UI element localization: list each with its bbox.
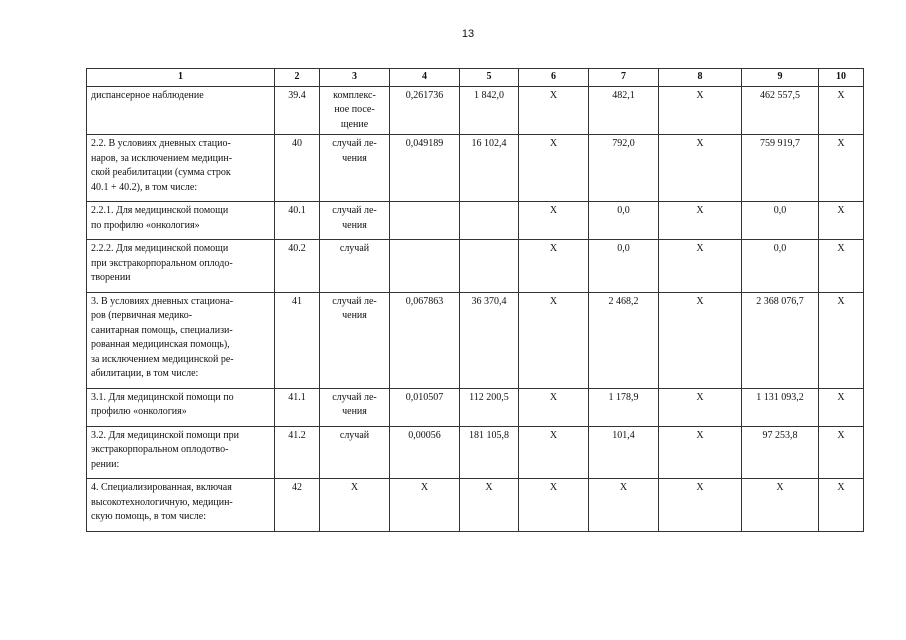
data-table (86, 68, 864, 532)
table-cell-col-9: 97 253,8 (742, 426, 819, 479)
table-cell-col-4: 0,010507 (390, 388, 460, 426)
table-cell-col-2: 39.4 (275, 86, 320, 135)
row-label: 4. Специализированная, включая высокотехнологичную, медицин- скую помощь, в том числе: (87, 479, 275, 532)
table-cell-col-9: 759 919,7 (742, 135, 819, 202)
table-cell-col-8: Х (659, 292, 742, 388)
table-cell-col-3: Х (320, 479, 390, 532)
table-row (87, 426, 864, 479)
table-cell-col-6: Х (519, 479, 589, 532)
table-cell-col-4: 0,261736 (390, 86, 460, 135)
table-cell-col-10: Х (819, 292, 864, 388)
column-header-9: 9 (742, 69, 819, 87)
table-cell-col-6: Х (519, 240, 589, 293)
table-cell-col-5: Х (460, 479, 519, 532)
table-cell-col-2: 42 (275, 479, 320, 532)
table-cell-col-9: 2 368 076,7 (742, 292, 819, 388)
column-header-8: 8 (659, 69, 742, 87)
table-cell-col-7: 792,0 (589, 135, 659, 202)
table-row (87, 292, 864, 388)
table-cell-col-10: Х (819, 388, 864, 426)
table-cell-col-10: Х (819, 240, 864, 293)
table-cell-col-6: Х (519, 135, 589, 202)
table-cell-col-7: Х (589, 479, 659, 532)
table-cell-col-2: 41 (275, 292, 320, 388)
table-cell-col-5: 16 102,4 (460, 135, 519, 202)
table-cell-col-4: 0,049189 (390, 135, 460, 202)
table-cell-col-8: Х (659, 426, 742, 479)
table-row (87, 479, 864, 532)
table-cell-col-5: 112 200,5 (460, 388, 519, 426)
table-cell-col-10: Х (819, 202, 864, 240)
table-cell-col-3: случай (320, 240, 390, 293)
table-cell-col-3: случай ле- чения (320, 388, 390, 426)
table-cell-col-10: Х (819, 86, 864, 135)
column-header-3: 3 (320, 69, 390, 87)
table-cell-col-7: 0,0 (589, 202, 659, 240)
header-row (87, 69, 864, 87)
table-cell-col-2: 40 (275, 135, 320, 202)
table-cell-col-6: Х (519, 86, 589, 135)
table-cell-col-7: 0,0 (589, 240, 659, 293)
table-cell-col-5: 181 105,8 (460, 426, 519, 479)
table-cell-col-2: 41.1 (275, 388, 320, 426)
table-header (87, 69, 864, 87)
table-cell-col-2: 40.2 (275, 240, 320, 293)
table-cell-col-2: 40.1 (275, 202, 320, 240)
table-cell-col-3: случай ле- чения (320, 292, 390, 388)
row-label: 3.1. Для медицинской помощи по профилю «онкология» (87, 388, 275, 426)
column-header-10: 10 (819, 69, 864, 87)
column-header-1: 1 (87, 69, 275, 87)
table-row (87, 202, 864, 240)
row-label: 2.2.2. Для медицинской помощи при экстракорпоральном оплодо- творении (87, 240, 275, 293)
table-cell-col-5: 36 370,4 (460, 292, 519, 388)
table-row (87, 86, 864, 135)
table-cell-col-9: 0,0 (742, 202, 819, 240)
row-label: 2.2. В условиях дневных стацио- наров, за исключением медицин- ской реабилитации (сумма строк 40.1 + 40.2), в том числе: (87, 135, 275, 202)
table-cell-col-10: Х (819, 426, 864, 479)
table-cell-col-6: Х (519, 292, 589, 388)
table-row (87, 135, 864, 202)
column-header-2: 2 (275, 69, 320, 87)
table-row (87, 240, 864, 293)
table-cell-col-9: 1 131 093,2 (742, 388, 819, 426)
table-cell-col-8: Х (659, 86, 742, 135)
row-label: 2.2.1. Для медицинской помощи по профилю «онкология» (87, 202, 275, 240)
table-cell-col-8: Х (659, 240, 742, 293)
table-cell-col-7: 482,1 (589, 86, 659, 135)
table-cell-col-8: Х (659, 202, 742, 240)
table-cell-col-5: 1 842,0 (460, 86, 519, 135)
table-cell-col-3: комплекс- ное посе- щение (320, 86, 390, 135)
table-cell-col-5 (460, 240, 519, 293)
table-cell-col-6: Х (519, 426, 589, 479)
table-cell-col-9: Х (742, 479, 819, 532)
table-body (87, 86, 864, 531)
table-cell-col-7: 2 468,2 (589, 292, 659, 388)
table-row (87, 388, 864, 426)
column-header-4: 4 (390, 69, 460, 87)
table-cell-col-2: 41.2 (275, 426, 320, 479)
table-cell-col-10: Х (819, 135, 864, 202)
table-cell-col-8: Х (659, 135, 742, 202)
row-label: 3. В условиях дневных стациона- ров (первичная медико- санитарная помощь, специализи- рованная медицинская помощь), за исключением медицинской ре- абилитации, в том числе: (87, 292, 275, 388)
table-cell-col-4 (390, 202, 460, 240)
table-cell-col-8: Х (659, 388, 742, 426)
table-cell-col-4: 0,00056 (390, 426, 460, 479)
table-cell-col-9: 462 557,5 (742, 86, 819, 135)
table-cell-col-4 (390, 240, 460, 293)
table-cell-col-7: 101,4 (589, 426, 659, 479)
column-header-7: 7 (589, 69, 659, 87)
table-cell-col-8: Х (659, 479, 742, 532)
table-cell-col-9: 0,0 (742, 240, 819, 293)
table-cell-col-6: Х (519, 202, 589, 240)
table-cell-col-7: 1 178,9 (589, 388, 659, 426)
table-cell-col-4: Х (390, 479, 460, 532)
table-cell-col-5 (460, 202, 519, 240)
table-cell-col-3: случай ле- чения (320, 202, 390, 240)
row-label: 3.2. Для медицинской помощи при экстракорпоральном оплодотво- рении: (87, 426, 275, 479)
table-cell-col-4: 0,067863 (390, 292, 460, 388)
table-cell-col-3: случай ле- чения (320, 135, 390, 202)
table-cell-col-3: случай (320, 426, 390, 479)
column-header-5: 5 (460, 69, 519, 87)
table-cell-col-10: Х (819, 479, 864, 532)
column-header-6: 6 (519, 69, 589, 87)
row-label: диспансерное наблюдение (87, 86, 275, 135)
table-cell-col-6: Х (519, 388, 589, 426)
page-number: 13 (461, 28, 475, 40)
